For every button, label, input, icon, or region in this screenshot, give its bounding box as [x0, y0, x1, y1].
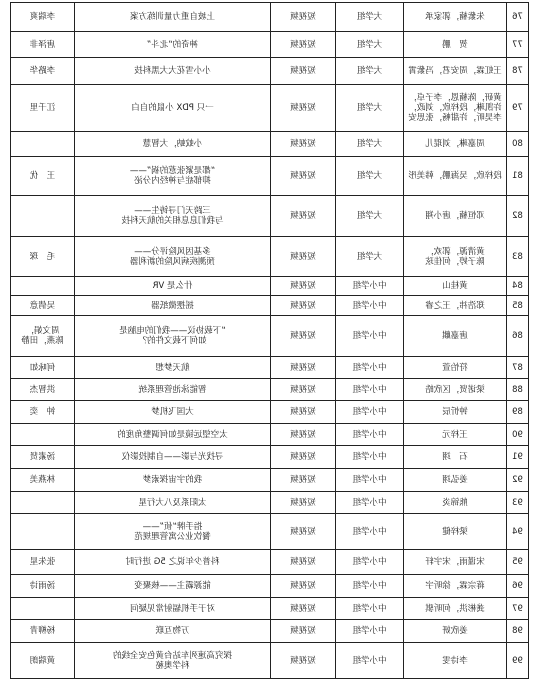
advisor-cell: 汤素贤 [11, 446, 75, 469]
work-title: 智能泳池管理系统 [75, 379, 271, 401]
author-names: 王虹霖，周安君，冯紫霄 [404, 58, 507, 85]
work-title: 多基因风险评分—— 预测疾病风险的新利器 [75, 237, 271, 277]
category-cell: 短视频 [271, 492, 336, 514]
table-row [11, 58, 529, 85]
advisor-cell: 林燕美 [11, 469, 75, 492]
work-title: 能源霸主——核聚变 [75, 575, 271, 598]
work-title: 对于手机辐射常见疑问 [75, 598, 271, 620]
row-number: 85 [507, 296, 529, 316]
advisor-cell [11, 424, 75, 446]
row-number: 91 [507, 446, 529, 469]
author-names: 周嘉琳，刘琨儿 [404, 132, 507, 157]
category-cell: 短视频 [271, 132, 336, 157]
table-row [11, 550, 529, 575]
author-names: 宋谨雨，宋宇轩 [404, 550, 507, 575]
category-cell: 短视频 [271, 550, 336, 575]
author-names: 姜弘翊 [404, 469, 507, 492]
row-number: 87 [507, 357, 529, 379]
author-names: 王梓元 [404, 424, 507, 446]
table-row [11, 85, 529, 132]
table-row [11, 446, 529, 469]
row-number: 78 [507, 58, 529, 85]
row-number: 90 [507, 424, 529, 446]
author-names: 段梓欣，吴海鹏，韩美彤 [404, 157, 507, 196]
advisor-cell: 何咏如 [11, 357, 75, 379]
awards-table [10, 2, 529, 679]
category-cell: 短视频 [271, 85, 336, 132]
work-title: 我的宇宙探索梦 [75, 469, 271, 492]
row-number: 89 [507, 401, 529, 424]
category-cell: 短视频 [271, 401, 336, 424]
row-number: 96 [507, 575, 529, 598]
work-title: 大国飞机梦 [75, 401, 271, 424]
group-cell: 中小学组 [336, 643, 404, 679]
table-row [11, 379, 529, 401]
group-cell: 中小学组 [336, 316, 404, 357]
category-cell: 短视频 [271, 58, 336, 85]
category-cell: 短视频 [271, 379, 336, 401]
work-title: 小蚊蚋，大智慧 [75, 132, 271, 157]
row-number: 97 [507, 598, 529, 620]
advisor-cell: 洪智杰 [11, 379, 75, 401]
category-cell: 短视频 [271, 296, 336, 316]
row-number: 94 [507, 514, 529, 550]
advisor-cell [11, 514, 75, 550]
table-row [11, 492, 529, 514]
row-number: 81 [507, 157, 529, 196]
row-number: 98 [507, 620, 529, 643]
author-names: 梁梓健 [404, 514, 507, 550]
category-cell: 短视频 [271, 357, 336, 379]
table-row [11, 424, 529, 446]
row-number: 76 [507, 3, 529, 32]
row-number: 88 [507, 379, 529, 401]
category-cell: 短视频 [271, 316, 336, 357]
group-cell: 大学组 [336, 132, 404, 157]
row-number: 92 [507, 469, 529, 492]
category-cell: 短视频 [271, 643, 336, 679]
category-cell: 短视频 [271, 620, 336, 643]
advisor-cell: 钟 奕 [11, 401, 75, 424]
work-title: 摇摆微纸器 [75, 296, 271, 316]
advisor-cell [11, 277, 75, 296]
author-names: 朱紫楠，郭家承 [404, 3, 507, 32]
author-names: 邓恒楠，唐小翔 [404, 196, 507, 237]
category-cell: 短视频 [271, 575, 336, 598]
table-row [11, 575, 529, 598]
work-title: 探究高速列车站台黄色安全线的 科学奥秘 [75, 643, 271, 679]
work-title: 神奇的“北斗” [75, 32, 271, 58]
row-number: 83 [507, 237, 529, 277]
advisor-cell: 毛 琛 [11, 237, 75, 277]
work-title: 三跨天门寻铸生—— 与我们息息相关的航天科技 [75, 196, 271, 237]
group-cell: 中小学组 [336, 469, 404, 492]
advisor-cell [11, 132, 75, 157]
work-title: 太阳系及八大行星 [75, 492, 271, 514]
work-title: 航天梦想 [75, 357, 271, 379]
table-row [11, 237, 529, 277]
advisor-cell: 唐泽非 [11, 32, 75, 58]
author-names: 姜欣妍 [404, 620, 507, 643]
advisor-cell: 王 优 [11, 157, 75, 196]
row-number: 79 [507, 85, 529, 132]
group-cell: 中小学组 [336, 446, 404, 469]
table-row [11, 32, 529, 58]
row-number: 86 [507, 316, 529, 357]
group-cell: 中小学组 [336, 379, 404, 401]
group-cell: 中小学组 [336, 550, 404, 575]
author-names: 石 翊 [404, 446, 507, 469]
row-number: 77 [507, 32, 529, 58]
advisor-cell: 江千里 [11, 85, 75, 132]
author-names: 钟忻辰 [404, 401, 507, 424]
row-number: 80 [507, 132, 529, 157]
category-cell: 短视频 [271, 32, 336, 58]
work-title: 万物互联 [75, 620, 271, 643]
table-row [11, 469, 529, 492]
table-row [11, 401, 529, 424]
group-cell: 大学组 [336, 237, 404, 277]
work-title: “下载协议——我们的电脑是 如何下载文件的？ [75, 316, 271, 357]
row-number: 93 [507, 492, 529, 514]
row-number: 99 [507, 643, 529, 679]
author-names: 符怡萱 [404, 357, 507, 379]
table-row [11, 514, 529, 550]
category-cell: 短视频 [271, 424, 336, 446]
author-names: 郑浩祎，王之睿 [404, 296, 507, 316]
advisor-cell: 周文娟， 陈燕，田静 [11, 316, 75, 357]
author-names: 黄桂山 [404, 277, 507, 296]
category-cell: 短视频 [271, 3, 336, 32]
group-cell: 中小学组 [336, 598, 404, 620]
author-names: 唐嘉麒 [404, 316, 507, 357]
advisor-cell: 李瑞爽 [11, 3, 75, 32]
work-title: 科普少年说之 5G 进行时 [75, 550, 271, 575]
advisor-cell: 黄瑞朗 [11, 643, 75, 679]
author-names: 李诗雯 [404, 643, 507, 679]
author-names: 梁诺贤，区欣皓 [404, 379, 507, 401]
group-cell: 中小学组 [336, 575, 404, 598]
table-row [11, 3, 529, 32]
work-title: “都是紧张惹的祸”—— 抑郁症与神经内分泌 [75, 157, 271, 196]
group-cell: 中小学组 [336, 514, 404, 550]
table-row [11, 277, 529, 296]
author-names: 黄研，陈楠恩，李子卓， 许凯琳，段梓欣，刘政， 李昊昕，许甜畅，张思安 [404, 85, 507, 132]
advisor-cell: 汤雨诗 [11, 575, 75, 598]
advisor-cell: 吴倩意 [11, 296, 75, 316]
group-cell: 大学组 [336, 58, 404, 85]
work-title: 什么是 VR [75, 277, 271, 296]
category-cell: 短视频 [271, 469, 336, 492]
work-title: 一只 PDX 小鼠的自白 [75, 85, 271, 132]
group-cell: 中小学组 [336, 357, 404, 379]
advisor-cell: 李路华 [11, 58, 75, 85]
group-cell: 大学组 [336, 3, 404, 32]
row-number: 84 [507, 277, 529, 296]
group-cell: 中小学组 [336, 620, 404, 643]
group-cell: 中小学组 [336, 296, 404, 316]
category-cell: 短视频 [271, 446, 336, 469]
category-cell: 短视频 [271, 157, 336, 196]
category-cell: 短视频 [271, 237, 336, 277]
table-row [11, 598, 529, 620]
table-row [11, 643, 529, 679]
row-number: 82 [507, 196, 529, 237]
table-row [11, 316, 529, 357]
table-row [11, 620, 529, 643]
advisor-cell [11, 492, 75, 514]
group-cell: 中小学组 [336, 401, 404, 424]
advisor-cell: 杨柳青 [11, 620, 75, 643]
author-names: 蒋宗霖，徐昕宇 [404, 575, 507, 598]
table-body [11, 3, 529, 679]
work-title: 小小雪花大大黑科技 [75, 58, 271, 85]
table-row [11, 132, 529, 157]
table-row [11, 357, 529, 379]
work-title: 指手牌“侦”—— 餐饮业公寓管理规范 [75, 514, 271, 550]
advisor-cell: 张朱星 [11, 550, 75, 575]
category-cell: 短视频 [271, 598, 336, 620]
group-cell: 大学组 [336, 85, 404, 132]
author-names: 熊锦炎 [404, 492, 507, 514]
table-row [11, 157, 529, 196]
work-title: 太空望远镜是如何调整角度的 [75, 424, 271, 446]
group-cell: 中小学组 [336, 277, 404, 296]
advisor-cell [11, 196, 75, 237]
author-names: 贺 鹏 [404, 32, 507, 58]
table-row [11, 296, 529, 316]
group-cell: 中小学组 [336, 492, 404, 514]
advisor-cell [11, 598, 75, 620]
group-cell: 大学组 [336, 32, 404, 58]
work-title: 上坡自重力量训练方案 [75, 3, 271, 32]
row-number: 95 [507, 550, 529, 575]
work-title: 寻找光与影——自制投影仪 [75, 446, 271, 469]
group-cell: 大学组 [336, 196, 404, 237]
author-names: 龚彬洪，何昕骐 [404, 598, 507, 620]
group-cell: 中小学组 [336, 424, 404, 446]
author-names: 黄清源，郭欢， 陈子婷，何佳玹 [404, 237, 507, 277]
category-cell: 短视频 [271, 196, 336, 237]
group-cell: 大学组 [336, 157, 404, 196]
category-cell: 短视频 [271, 277, 336, 296]
category-cell: 短视频 [271, 514, 336, 550]
table-row [11, 196, 529, 237]
